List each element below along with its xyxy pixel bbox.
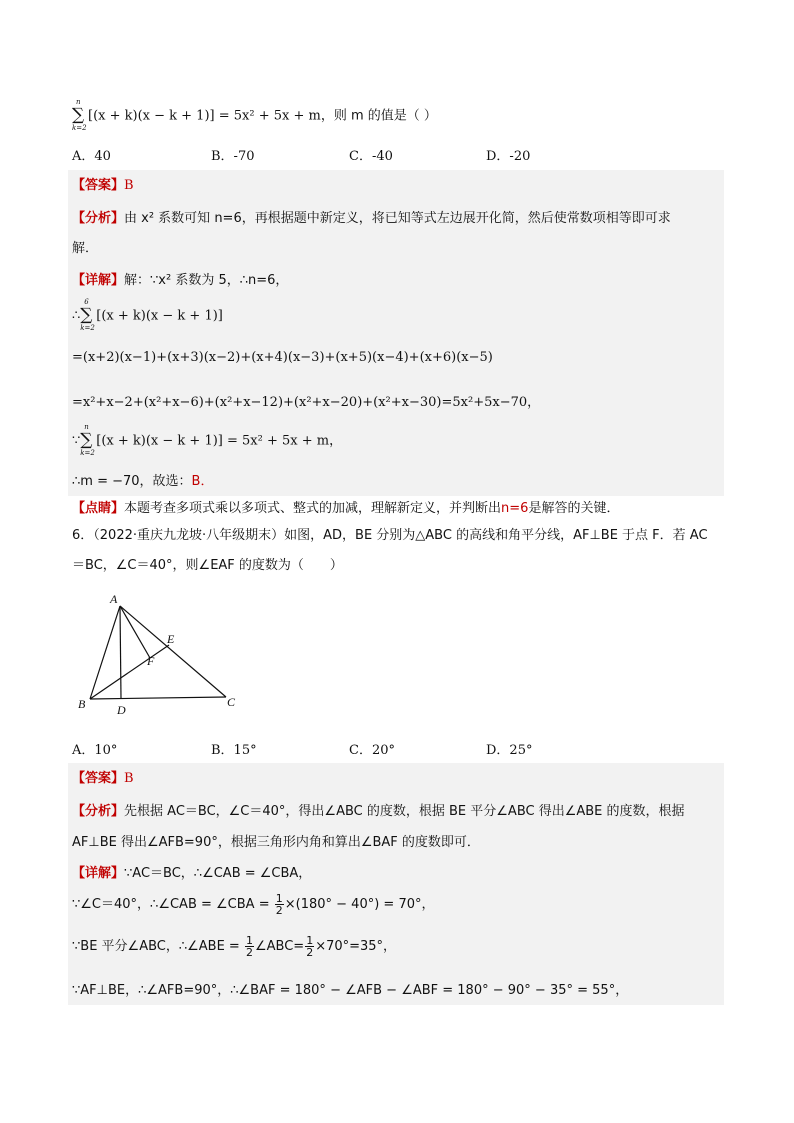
q5-detail-line3: =(x+2)(x−1)+(x+3)(x−2)+(x+4)(x−3)+(x+5)(x−4)+(x+6)(x−5) bbox=[72, 350, 493, 365]
q5-stem-expr: [(x + k)(x − k + 1)] = 5x² + 5x + m bbox=[88, 108, 321, 124]
q5-option-c: C．-40 bbox=[349, 149, 393, 164]
q6-analysis-line2: AF⊥BE 得出∠AFB=90°，根据三角形内角和算出∠BAF 的度数即可． bbox=[72, 835, 480, 850]
q5-comment: 【点睛】本题考查多项式乘以多项式、整式的加减，理解新定义，并判断出n=6是解答的关键． bbox=[72, 501, 620, 516]
q6-answer-line: 【答案】B bbox=[72, 771, 134, 786]
q6-analysis-line1: 【分析】先根据 AC＝BC，∠C＝40°，得出∠ABC 的度数，根据 BE 平分∠ABC 得出∠ABE 的度数，根据 bbox=[72, 804, 685, 819]
q5-detail-given: ∵ n ∑ k=2 [(x + k)(x − k + 1)] = 5x² + 5x + m， bbox=[72, 423, 343, 457]
q6-option-c: C．20° bbox=[349, 743, 395, 758]
q6-stem-line2: ＝BC，∠C＝40°，则∠EAF 的度数为（ ） bbox=[72, 558, 343, 573]
q5-option-d: D．-20 bbox=[486, 149, 531, 164]
label-d: D bbox=[117, 703, 126, 717]
segment-af bbox=[120, 606, 150, 658]
q6-triangle-figure bbox=[72, 586, 252, 721]
fraction-half: $\frac{1}{2}$ bbox=[275, 892, 283, 917]
q6-detail-line2: ∵∠C＝40°，∴∠CAB = ∠CBA = $\frac{1}{2}$ ×(180° − 40°) = 70°， bbox=[72, 892, 435, 917]
q6-answer-panel bbox=[68, 763, 724, 1005]
q6-detail-line4: ∵AF⊥BE，∴∠AFB=90°，∴∠BAF = 180° − ∠AFB − ∠ABF = 180° − 90° − 35° = 55°， bbox=[72, 983, 629, 998]
label-f: F bbox=[147, 654, 155, 668]
q5-detail-line1: 【详解】解：∵x² 系数为 5，∴n=6， bbox=[72, 273, 289, 288]
q6-option-a: A．10° bbox=[72, 743, 118, 758]
q6-stem-line1: 6．（2022·重庆九龙坡·八年级期末）如图，AD，BE 分别为△ABC 的高线和角平分线，AF⊥BE 于点 F．若 AC bbox=[72, 528, 708, 543]
fraction-half: $\frac{1}{2}$ bbox=[245, 934, 253, 959]
sigma-symbol: 6 ∑ k=2 bbox=[80, 298, 95, 332]
segment-ad bbox=[120, 606, 121, 698]
label-a: A bbox=[110, 592, 118, 606]
label-c: C bbox=[227, 695, 236, 709]
sigma-symbol: n ∑ k=2 bbox=[72, 98, 87, 132]
label-b: B bbox=[78, 697, 86, 711]
fraction-half: $\frac{1}{2}$ bbox=[306, 934, 314, 959]
q5-analysis-line2: 解． bbox=[72, 241, 99, 256]
segment-be bbox=[90, 645, 169, 699]
q5-detail-line6: ∴m = −70，故选：B． bbox=[72, 474, 214, 489]
q5-answer-line: 【答案】B bbox=[72, 178, 134, 193]
q5-detail-sum: ∴ 6 ∑ k=2 [(x + k)(x − k + 1)] bbox=[72, 298, 223, 332]
segment-ab bbox=[90, 606, 120, 699]
q5-detail-line4: =x²+x−2+(x²+x−6)+(x²+x−12)+(x²+x−20)+(x²+x−30)=5x²+5x−70， bbox=[72, 395, 541, 410]
q5-stem-tail: ，则 m 的值是（ ） bbox=[320, 108, 437, 124]
q6-detail-line3: ∵BE 平分∠ABC，∴∠ABE = $\frac{1}{2}$ ∠ABC= $\frac{1}{2}$ ×70°=35°， bbox=[72, 934, 397, 959]
q5-option-b: B．-70 bbox=[211, 149, 255, 164]
q6-option-b: B．15° bbox=[211, 743, 257, 758]
segment-bc bbox=[90, 697, 226, 699]
q5-stem bbox=[72, 100, 437, 132]
q6-detail-line1: 【详解】∵AC＝BC，∴∠CAB = ∠CBA， bbox=[72, 866, 312, 881]
q6-option-d: D．25° bbox=[486, 743, 533, 758]
sigma-symbol: n ∑ k=2 bbox=[80, 423, 95, 457]
q5-option-a: A．40 bbox=[72, 149, 111, 164]
segment-ca bbox=[120, 606, 226, 697]
q5-analysis-line1: 【分析】由 x² 系数可知 n=6，再根据题中新定义，将已知等式左边展开化简，然后使常数项相等即可求 bbox=[72, 211, 671, 226]
label-e: E bbox=[167, 632, 175, 646]
